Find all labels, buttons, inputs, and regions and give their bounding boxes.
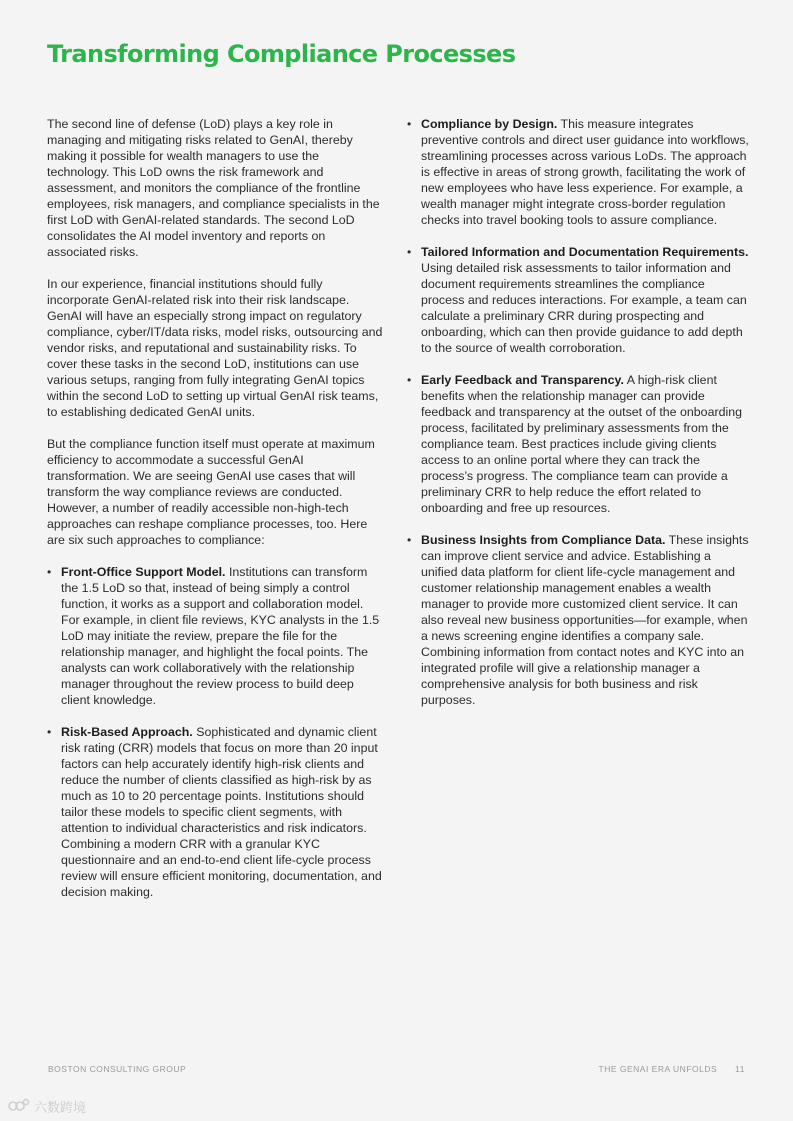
paragraph: In our experience, financial institutions should fully incorporate GenAI-related risk into their risk landscape. GenAI will have an especially strong impact on regulatory compliance, cyber/IT/data risks, model risks, outsourcing and vendor risks, and reputational and sustainability risks. To cover these tasks in the second LoD, institutions can use various setups, ranging from fully integrating GenAI topics within the second LoD to setting up virtual GenAI risk teams, to establishing dedicated GenAI units.: [47, 277, 383, 419]
paragraph: But the compliance function itself must operate at maximum efficiency to accommodate a successful GenAI transformation. We are seeing GenAI use cases that will transform the way compliance reviews are conducted. However, a number of readily accessible non-high-tech approaches can reshape compliance processes, too. Here are six such approaches to compliance:: [47, 437, 375, 547]
bullet-icon: •: [47, 565, 52, 579]
bullet-icon: •: [407, 533, 412, 547]
item-text: This measure integrates preventive controls and direct user guidance into workflows, streamlining processes across various LoDs. The approach is effective in areas of strong growth, facilitating the work of new employees who have less experience. For example, a wealth manager might integrate cross-border regulation checks into travel booking tools to assure compliance.: [421, 117, 749, 227]
list-item: [47, 564, 383, 708]
item-heading: Early Feedback and Transparency.: [421, 373, 624, 387]
right-column: [407, 116, 749, 724]
list-item: [407, 372, 749, 516]
paragraph: The second line of defense (LoD) plays a key role in managing and mitigating risks related to GenAI, thereby making it possible for wealth managers to use the technology. This LoD owns the risk framework and assessment, and monitors the compliance of the frontline employees, risk managers, and compliance specialists in the first LoD with GenAI-related standards. The second LoD consolidates the AI model inventory and reports on associated risks.: [47, 117, 380, 259]
item-heading: Tailored Information and Documentation Requirements.: [421, 245, 749, 259]
list-item: [407, 116, 749, 228]
page-title: Transforming Compliance Processes: [47, 40, 516, 68]
item-text: Institutions can transform the 1.5 LoD so that, instead of being simply a control function, it works as a support and collaboration model. For example, in client file reviews, KYC analysts in the 1.5 LoD may initiate the review, prepare the file for the relationship manager, and highlight the focal points. The analysts can work collaboratively with the relationship manager throughout the review process to build deep client knowledge.: [61, 565, 380, 707]
list-item: [407, 532, 749, 708]
bullet-icon: •: [407, 245, 412, 259]
item-heading: Front-Office Support Model.: [61, 565, 226, 579]
bullet-icon: •: [47, 725, 52, 739]
approach-list-left: [47, 564, 383, 900]
item-heading: Risk-Based Approach.: [61, 725, 193, 739]
approach-list-right: [407, 116, 749, 708]
left-column: [47, 116, 383, 916]
item-heading: Business Insights from Compliance Data.: [421, 533, 666, 547]
footer-right: [599, 1064, 746, 1074]
item-text: Sophisticated and dynamic client risk rating (CRR) models that focus on more than 20 input factors can help accurately identify high-risk clients and reduce the number of clients classified as high-risk by as much as 10 to 20 percentage points. Institutions should tailor these models to specific client segments, with attention to individual characteristics and risk indicators. Combining a modern CRR with a granular KYC questionnaire and an end-to-end client life-cycle process review will ensure efficient monitoring, documentation, and decision making.: [61, 725, 382, 899]
item-text: These insights can improve client service and advice. Establishing a unified data platform for client life-cycle management and customer relationship management enables a wealth manager to provide more customized client service. It can also reveal new business opportunities—for example, when a news screening engine identifies a company sale. Combining information from contact notes and KYC into an integrated profile will give a relationship manager a comprehensive analysis for both business and risk purposes.: [421, 533, 749, 707]
watermark: [8, 1097, 86, 1116]
list-item: [407, 244, 749, 356]
watermark-text: 六数跨境: [34, 1100, 87, 1115]
footer-report-title: THE GENAI ERA UNFOLDS: [598, 1064, 718, 1074]
item-text: A high-risk client benefits when the relationship manager can provide feedback and transparency at the outset of the onboarding process, facilitated by preliminary assessments from the compliance team. Best practices include giving clients access to an online portal where they can track the process’s progress. The compliance team can provide a preliminary CRR to help reduce the effort related to onboarding and free up resources.: [421, 373, 743, 515]
page-number: 11: [735, 1064, 745, 1074]
list-item: [47, 724, 383, 900]
bullet-icon: •: [407, 373, 412, 387]
item-text: Using detailed risk assessments to tailor information and document requirements streamlines the compliance process and reduces interactions. For example, a team can calculate a preliminary CRR during prospecting and onboarding, which can then provide guidance to add depth to the source of wealth corroboration.: [421, 261, 747, 355]
footer-publisher: BOSTON CONSULTING GROUP: [48, 1064, 187, 1074]
item-heading: Compliance by Design.: [421, 117, 558, 131]
bullet-icon: •: [407, 117, 412, 131]
logo-icon: [8, 1098, 30, 1115]
